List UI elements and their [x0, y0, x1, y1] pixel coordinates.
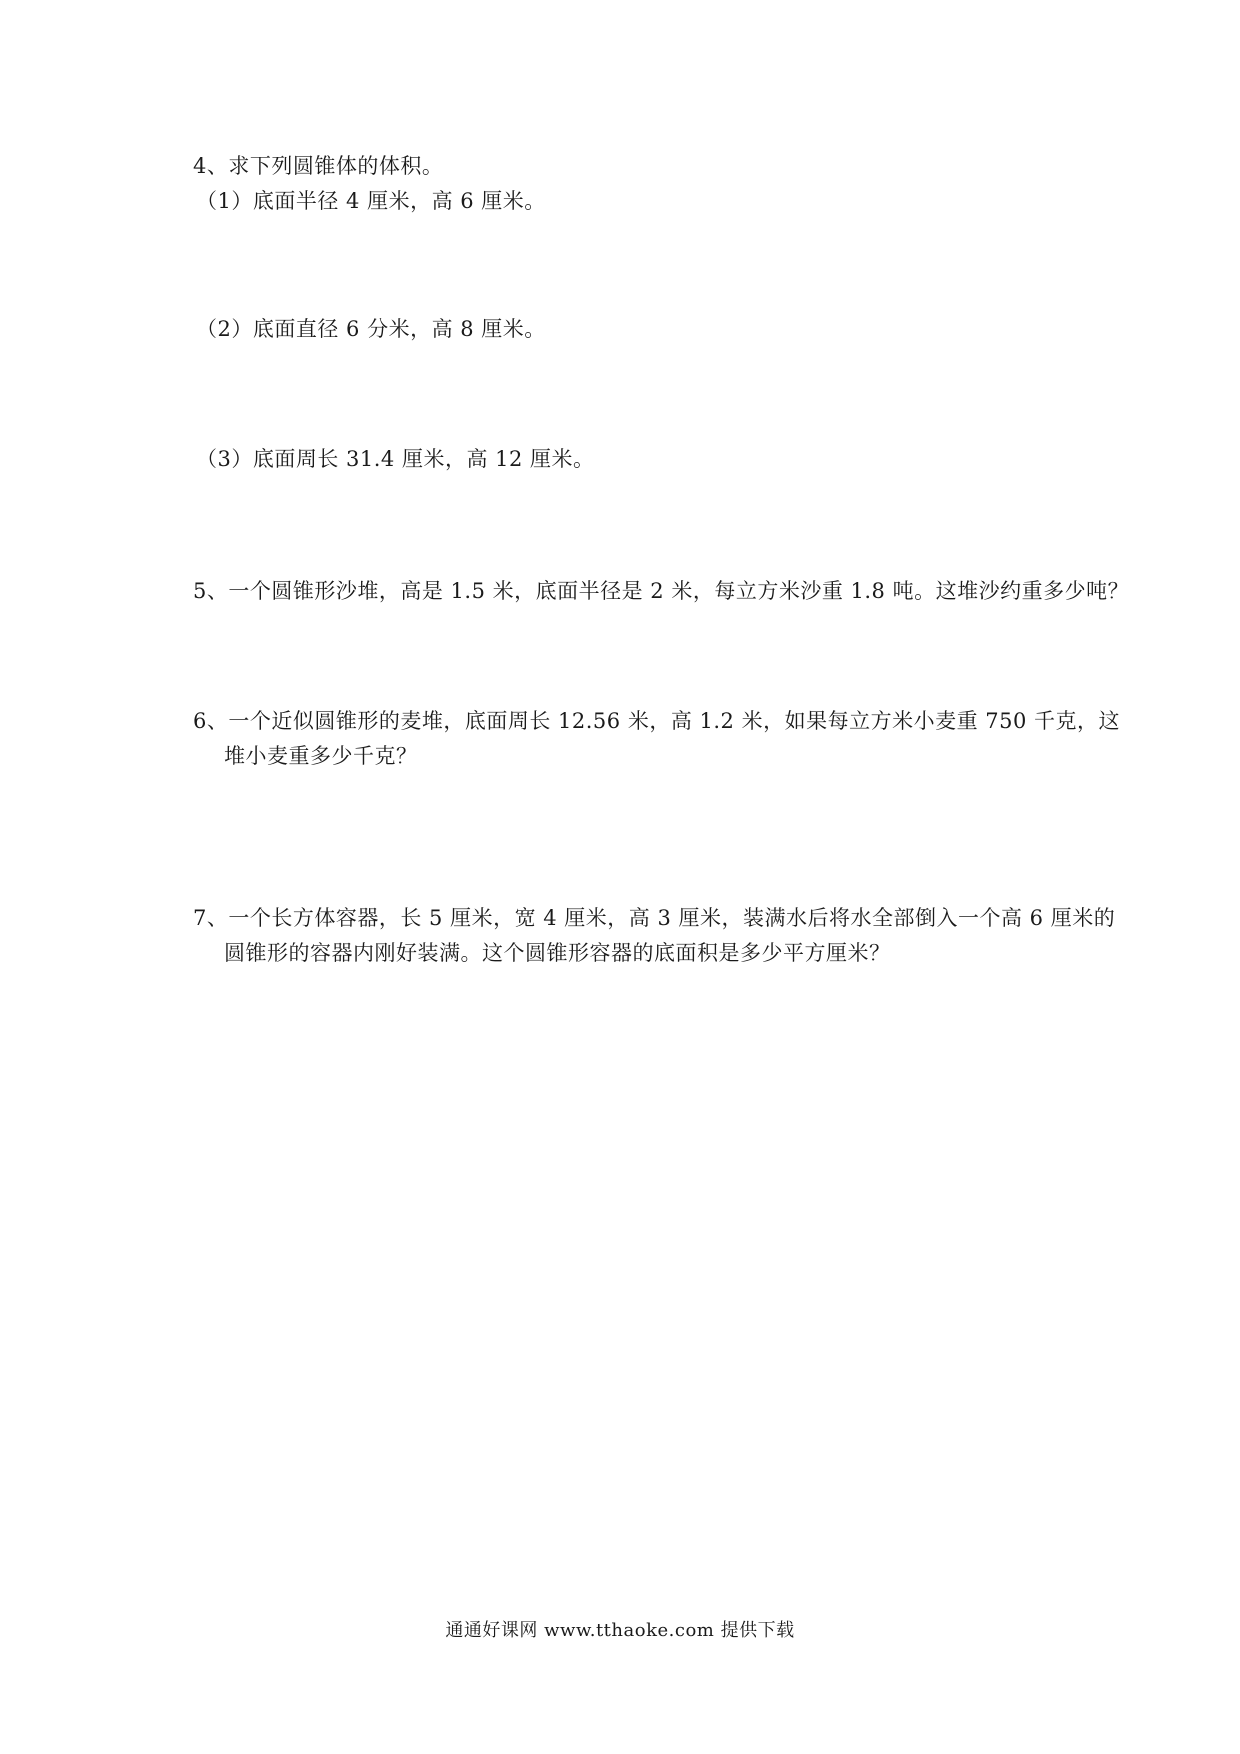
question-6-line-2: 堆小麦重多少千克？	[224, 744, 418, 768]
question-4-title: 4、求下列圆锥体的体积。	[193, 154, 444, 178]
question-4-item-2: （2）底面直径 6 分米，高 8 厘米。	[196, 317, 546, 341]
question-7-line-1: 7、一个长方体容器，长 5 厘米，宽 4 厘米，高 3 厘米，装满水后将水全部倒入一个高 6 厘米的	[193, 906, 1116, 930]
question-5-text: 5、一个圆锥形沙堆，高是 1.5 米，底面半径是 2 米，每立方米沙重 1.8 吨。这堆沙约重多少吨？	[193, 579, 1130, 603]
footer-credit: 通通好课网 www.tthaoke.com 提供下载	[445, 1620, 795, 1641]
question-4-item-1: （1）底面半径 4 厘米，高 6 厘米。	[196, 189, 546, 213]
question-6-line-1: 6、一个近似圆锥形的麦堆，底面周长 12.56 米，高 1.2 米，如果每立方米小麦重 750 千克，这	[193, 709, 1121, 733]
question-7-line-2: 圆锥形的容器内刚好装满。这个圆锥形容器的底面积是多少平方厘米？	[224, 941, 891, 965]
question-4-item-3: （3）底面周长 31.4 厘米，高 12 厘米。	[196, 447, 595, 471]
